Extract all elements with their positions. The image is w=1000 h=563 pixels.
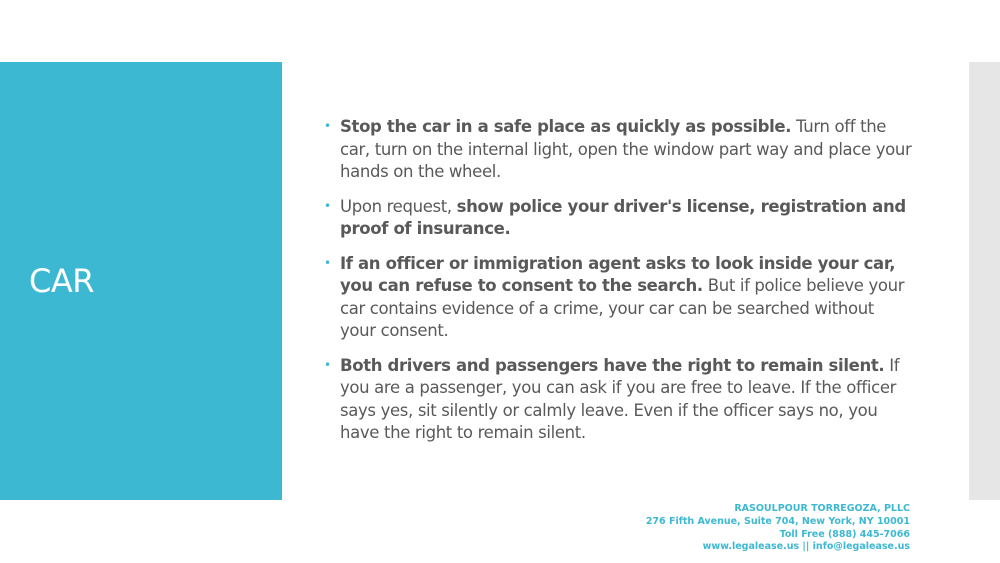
bullet-item: [322, 355, 912, 445]
firm-footer: [646, 503, 910, 554]
bullet-dot-icon: •: [324, 119, 331, 133]
bullet-bold-text: Both drivers and passengers have the right to remain silent.: [340, 355, 885, 375]
bullet-bold-text: If an officer or immigration agent asks to look inside your car, you can refuse to consent to the search.: [340, 253, 896, 295]
bullet-bold-text: Stop the car in a safe place as quickly as possible.: [340, 117, 792, 136]
firm-web: www.legalease.us || info@legalease.us: [702, 541, 910, 553]
firm-name: RASOULPOUR TORREGOZA, PLLC: [734, 503, 910, 514]
bullet-item: [322, 116, 912, 184]
bullet-list: [322, 116, 912, 457]
bullet-bold-text: show police your driver's license, registration and proof of insurance.: [340, 196, 906, 238]
bullet-text: Turn off the car, turn on the internal light, open the window part way and place your hands on the wheel.: [340, 117, 912, 181]
bullet-item: [322, 196, 912, 241]
bullet-text: Upon request,: [340, 196, 457, 216]
firm-phone: Toll Free (888) 445-7066: [779, 528, 910, 540]
bullet-text: But if police believe your car contains evidence of a crime, your car can be searched without your consent.: [340, 276, 905, 340]
slide-title: CAR: [29, 262, 94, 300]
bullet-dot-icon: •: [324, 198, 331, 213]
bullet-item: [322, 253, 912, 343]
right-accent-bar: [969, 62, 1000, 500]
bullet-text: If you are a passenger, you can ask if you are free to leave. If the officer says yes, sit silently or calmly leave. Even if the officer says no, you have the right to remain silent.: [340, 355, 900, 442]
firm-address: 276 Fifth Avenue, Suite 704, New York, NY 10001: [645, 515, 910, 527]
bullet-dot-icon: •: [324, 255, 331, 270]
bullet-dot-icon: •: [324, 357, 331, 372]
